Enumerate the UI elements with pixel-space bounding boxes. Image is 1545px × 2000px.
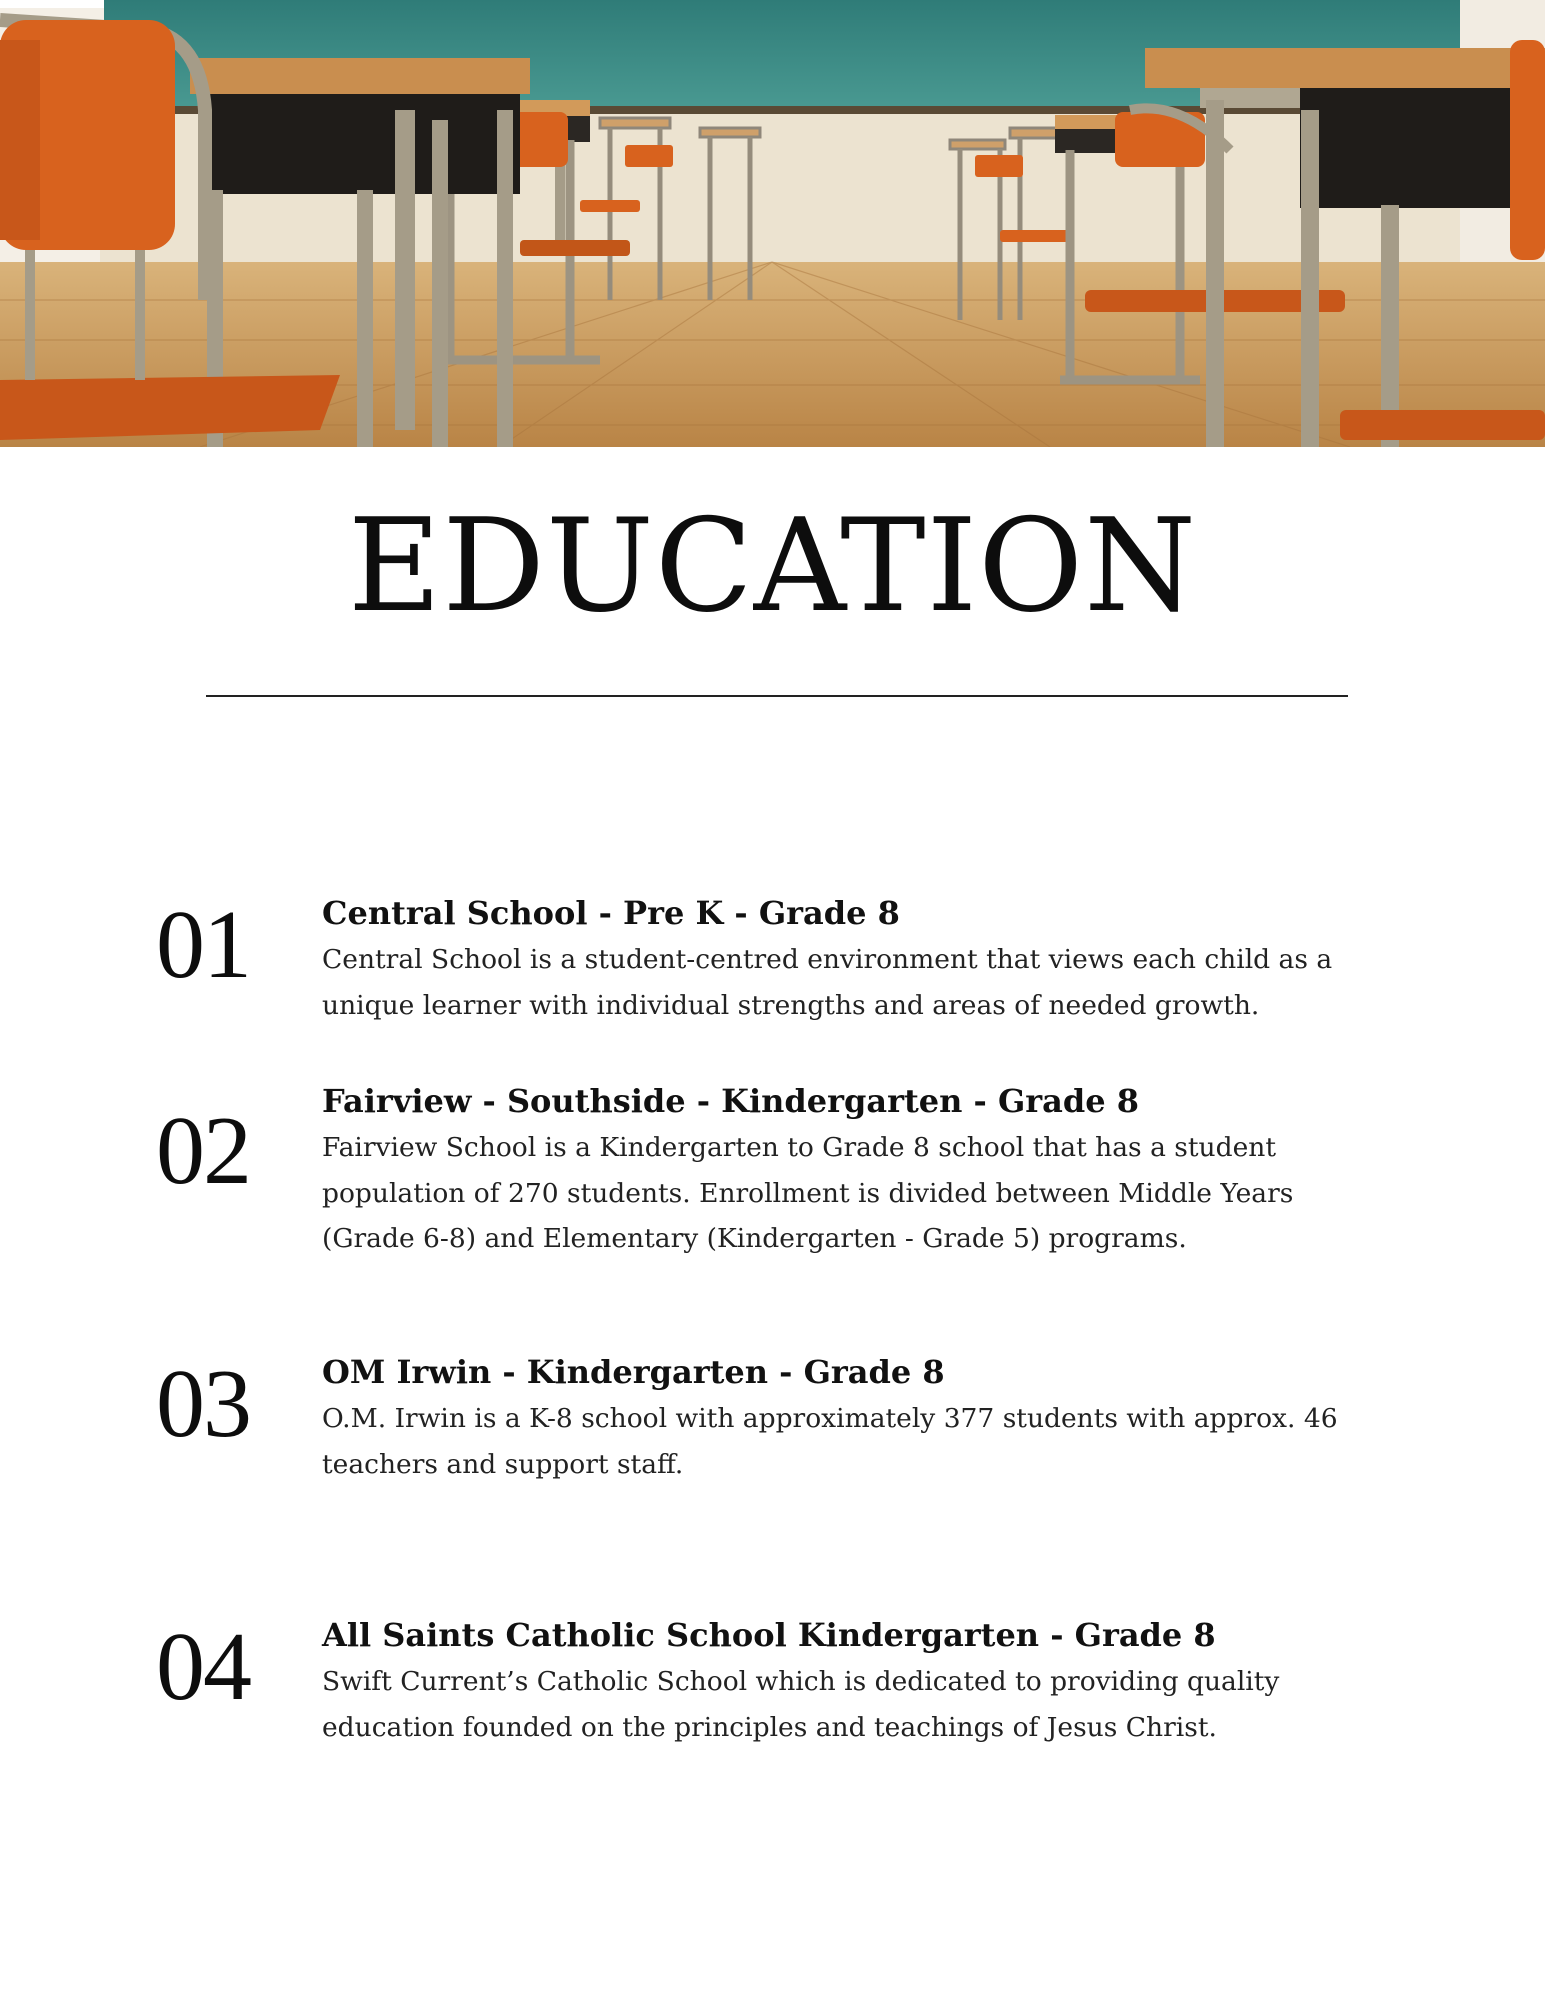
entry-description: Fairview School is a Kindergarten to Grade 8 school that has a student population of 270 students. Enrollment is divided between Middle Years (Grade 6-8) and Elementary (Kindergarten - Grade 5) programs. bbox=[322, 1132, 1294, 1254]
entry-heading: OM Irwin - Kindergarten - Grade 8 bbox=[322, 1353, 945, 1391]
title-divider bbox=[206, 695, 1348, 697]
entry-heading: Fairview - Southside - Kindergarten - Grade 8 bbox=[322, 1082, 1139, 1120]
entry-number: 01 bbox=[156, 891, 250, 999]
entry-number: 04 bbox=[156, 1613, 250, 1721]
classroom-photo-icon bbox=[0, 0, 1545, 447]
classroom-hero-image bbox=[0, 0, 1545, 447]
entry-description: O.M. Irwin is a K-8 school with approximately 377 students with approx. 46 teachers and support staff. bbox=[322, 1403, 1338, 1480]
entry-heading: All Saints Catholic School Kindergarten - Grade 8 bbox=[322, 1616, 1216, 1654]
entry-description: Swift Current’s Catholic School which is dedicated to providing quality education founded on the principles and teachings of Jesus Christ. bbox=[322, 1666, 1280, 1743]
entry-number: 02 bbox=[156, 1097, 250, 1205]
entry-description: Central School is a student-centred environment that views each child as a unique learner with individual strengths and areas of needed growth. bbox=[322, 944, 1333, 1021]
entry-number: 03 bbox=[156, 1350, 250, 1458]
page-title: EDUCATION bbox=[347, 492, 1198, 641]
entry-heading: Central School - Pre K - Grade 8 bbox=[322, 894, 900, 932]
